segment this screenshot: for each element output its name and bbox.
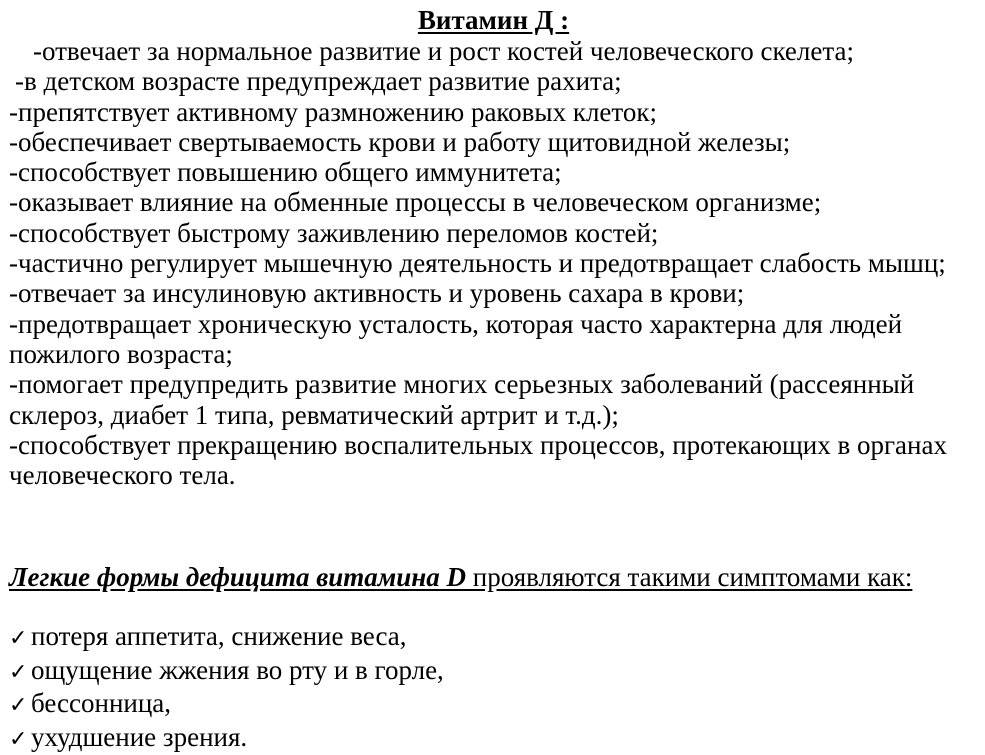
benefit-item: -предотвращает хроническую усталость, которая часто характерна для людей пожилого возраста; bbox=[9, 309, 979, 370]
symptoms-list bbox=[9, 621, 969, 755]
symptom-item bbox=[9, 688, 969, 722]
benefit-item: -в детском возрасте предупреждает развитие рахита; bbox=[9, 66, 979, 96]
benefits-list bbox=[9, 36, 979, 490]
symptom-text: ухудшение зрения. bbox=[31, 722, 247, 752]
checkmark-icon: ✓ bbox=[9, 725, 31, 755]
benefit-item: -способствует прекращению воспалительных процессов, протекающих в органах человеческого тела. bbox=[9, 430, 979, 491]
benefit-item: -обеспечивает свертываемость крови и работу щитовидной железы; bbox=[9, 127, 979, 157]
checkmark-icon: ✓ bbox=[9, 658, 31, 689]
deficit-rest: проявляются такими симптомами как: bbox=[466, 562, 912, 592]
symptom-text: бессонница, bbox=[31, 688, 171, 718]
benefit-item: -частично регулирует мышечную деятельность и предотвращает слабость мышц; bbox=[9, 248, 979, 278]
benefit-item: -способствует повышению общего иммунитета; bbox=[9, 157, 979, 187]
checkmark-icon: ✓ bbox=[9, 691, 31, 722]
title-text: Витамин Д : bbox=[418, 5, 569, 35]
symptom-text: потеря аппетита, снижение веса, bbox=[31, 621, 407, 651]
benefit-item: -оказывает влияние на обменные процессы в человеческом организме; bbox=[9, 187, 979, 217]
checkmark-icon: ✓ bbox=[9, 624, 31, 655]
benefit-item: -препятствует активному размножению раковых клеток; bbox=[9, 97, 979, 127]
benefit-item: -отвечает за инсулиновую активность и уровень сахара в крови; bbox=[9, 278, 979, 308]
benefit-item: -отвечает за нормальное развитие и рост костей человеческого скелета; bbox=[9, 36, 979, 66]
symptom-item bbox=[9, 621, 969, 655]
deficit-lead: Легкие формы дефицита витамина D bbox=[9, 562, 466, 592]
symptom-item bbox=[9, 655, 969, 689]
page-title bbox=[0, 4, 985, 36]
deficit-heading bbox=[9, 562, 944, 592]
symptom-text: ощущение жжения во рту и в горле, bbox=[31, 655, 444, 685]
benefit-item: -способствует быстрому заживлению переломов костей; bbox=[9, 218, 979, 248]
benefit-item: -помогает предупредить развитие многих серьезных заболеваний (рассеянный склероз, диабет 1 типа, ревматический артрит и т.д.); bbox=[9, 369, 979, 430]
symptom-item bbox=[9, 722, 969, 755]
